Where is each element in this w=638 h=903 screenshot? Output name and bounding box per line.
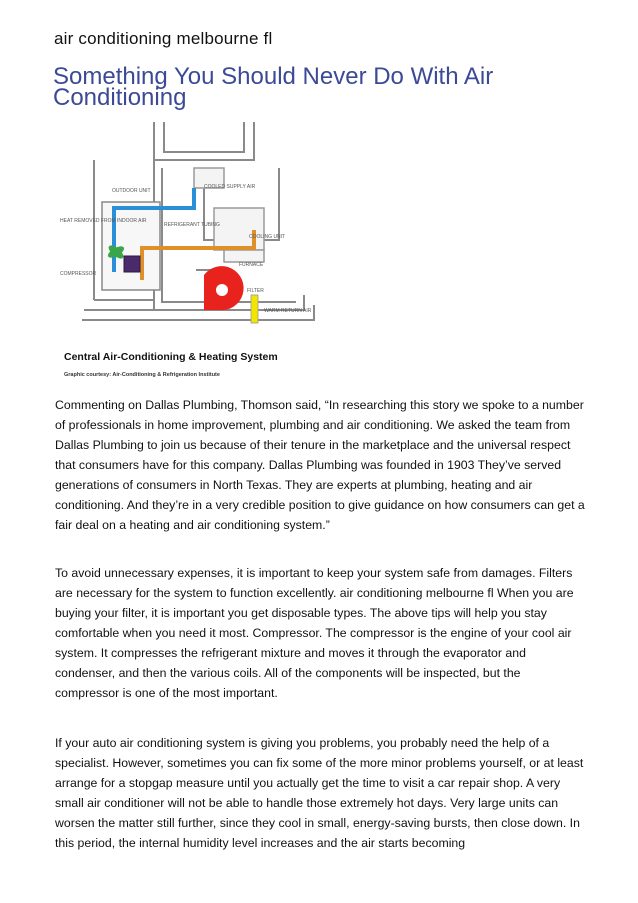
label-warm-return: WARM RETURN AIR: [264, 308, 312, 314]
compressor-icon: [124, 256, 140, 272]
article-paragraph-2: To avoid unnecessary expenses, it is important to keep your system safe from damages. Filters are necessary for the system to function excellently. air conditioning melbourne fl When you are buying your filter, it is important you get disposable types. The above tips will help you stay comfortable when you need it most. Compressor. The compressor is the engine of your cool air system. It compresses the refrigerant mixture and moves it through the evaporator and condenser, and then the various coils. All of the components will be inspected, but the compressor is one of the most important.: [55, 566, 574, 700]
article-paragraph-3: If your auto air conditioning system is giving you problems, you probably need the help of a specialist. However, sometimes you can fix some of the more minor problems yourself, or at least arrange for a stopgap measure until you actually get the time to visit a car repair shop. A very small air conditioner will not be able to handle those extremely hot days. Very large units can worsen the matter still further, since they cool in small, energy-saving bursts, then close down. In this period, the internal humidity level increases and the air starts becoming: [55, 736, 584, 850]
label-compressor: COMPRESSOR: [60, 271, 97, 277]
figure-caption-title: Central Air-Conditioning & Heating System: [64, 351, 278, 363]
label-heat-removed: HEAT REMOVED FROM INDOOR AIR: [60, 218, 147, 224]
hvac-diagram-figure: [54, 120, 324, 388]
filter-icon: [251, 295, 258, 323]
article-paragraph-1: Commenting on Dallas Plumbing, Thomson said, “In researching this story we spoke to a number of professionals in home improvement, plumbing and air conditioning. We asked the team from Dallas Plumbing to join us because of their tenure in the marketplace and the universal respect that consumers have for this company. Dallas Plumbing was founded in 1903 They’ve served generations of consumers in North Texas. They are experts at plumbing, heating and air conditioning. And they’re in a very credible position to give guidance on how consumers can get a fair deal on a heating and air conditioning system.”: [55, 398, 585, 532]
figure-caption-credit: Graphic courtesy: Air-Conditioning & Refrigeration Institute: [64, 372, 220, 378]
label-refrigerant-tubing: REFRIGERANT TUBING: [164, 222, 220, 228]
label-cooled-supply: COOLED SUPPLY AIR: [204, 184, 256, 190]
label-cooling-unit: COOLING UNIT: [249, 234, 286, 240]
article-title: Something You Should Never Do With Air Conditioning: [53, 63, 494, 111]
page-kicker: air conditioning melbourne fl: [54, 29, 273, 48]
label-furnace: FURNACE: [239, 262, 264, 268]
label-filter: FILTER: [247, 288, 264, 294]
label-outdoor-unit: OUTDOOR UNIT: [112, 188, 151, 194]
